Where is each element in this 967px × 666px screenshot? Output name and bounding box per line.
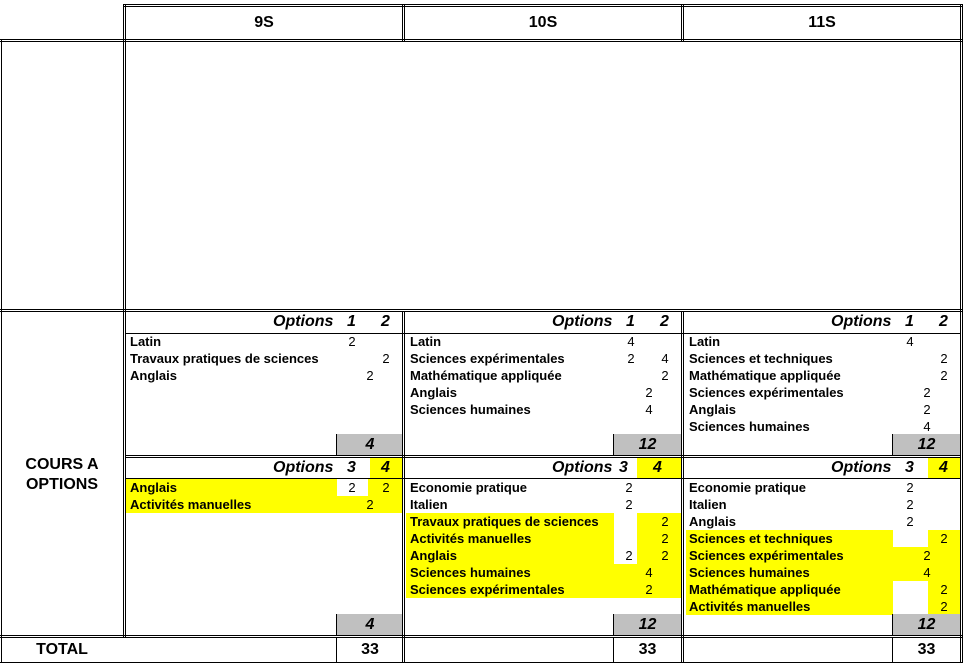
hours-10s-bottom-4-b: 2: [661, 548, 669, 563]
option-number-11s-3: 3: [905, 459, 914, 476]
hours-11s-top-0-a: 4: [906, 334, 914, 349]
subject-11s-top-0: Latin: [689, 334, 721, 349]
column-header-11s: 11S: [808, 14, 836, 31]
sum-10s-top: 12: [638, 436, 657, 453]
option-number-9s-3: 3: [347, 459, 356, 476]
subject-10s-bottom-3: Activités manuelles: [410, 531, 532, 546]
option-number-9s-2: 2: [381, 313, 390, 330]
hours-9s-bottom-0-b: 2: [382, 480, 390, 495]
hours-11s-bottom-5-b: 4: [923, 565, 931, 580]
line-col-9s-left: [123, 4, 126, 637]
subject-11s-bottom-2: Anglais: [689, 514, 736, 529]
line-total-bottom: [0, 662, 963, 663]
total-10s: 33: [638, 641, 657, 658]
subject-10s-top-4: Sciences humaines: [410, 402, 531, 417]
options-header-11s-top: Options: [831, 313, 892, 330]
hours-9s-bottom-0-a: 2: [348, 480, 356, 495]
sum-9s-bottom: 4: [365, 616, 375, 633]
subject-10s-bottom-6: Sciences expérimentales: [410, 582, 565, 597]
subject-10s-top-2: Mathématique appliquée: [410, 368, 562, 383]
total-label: TOTAL: [36, 641, 88, 658]
hours-10s-bottom-2-b: 2: [661, 514, 669, 529]
hours-10s-top-4-b: 4: [645, 402, 653, 417]
option-number-9s-1: 1: [347, 313, 356, 330]
subject-11s-bottom-1: Italien: [689, 497, 727, 512]
subject-11s-bottom-4: Sciences expérimentales: [689, 548, 844, 563]
option-number-10s-1: 1: [626, 313, 635, 330]
subject-9s-bottom-1: Activités manuelles: [130, 497, 252, 512]
options-header-10s-bottom: Options: [552, 459, 613, 476]
options-header-9s-bottom: Options: [273, 459, 334, 476]
line-block-sep-1: [125, 455, 961, 456]
side-label-cours-a-options: COURS A OPTIONS: [25, 456, 99, 493]
line-sep-11s: [681, 311, 684, 663]
hours-11s-bottom-2-a: 2: [906, 514, 914, 529]
column-header-10s: 10S: [528, 14, 558, 31]
hours-10s-bottom-6-b: 2: [645, 582, 653, 597]
hours-11s-top-3-b: 2: [923, 385, 931, 400]
highlight-10s-humaines-a: [614, 564, 637, 598]
option-number-9s-4: 4: [381, 459, 390, 476]
hours-11s-top-4-b: 2: [923, 402, 931, 417]
subject-11s-top-3: Sciences expérimentales: [689, 385, 844, 400]
subject-11s-top-1: Sciences et techniques: [689, 351, 833, 366]
subject-10s-top-1: Sciences expérimentales: [410, 351, 565, 366]
line-options-top: [0, 309, 963, 312]
sum-10s-bottom: 12: [638, 616, 657, 633]
subject-11s-top-2: Mathématique appliquée: [689, 368, 841, 383]
hours-9s-bottom-1-b: 2: [366, 497, 374, 512]
subject-10s-bottom-1: Italien: [410, 497, 448, 512]
hours-10s-bottom-3-b: 2: [661, 531, 669, 546]
option-number-11s-4: 4: [939, 459, 948, 476]
hours-10s-top-0-a: 4: [627, 334, 635, 349]
hours-10s-bottom-0-a: 2: [625, 480, 633, 495]
option-number-10s-3: 3: [619, 459, 628, 476]
subject-9s-top-0: Latin: [130, 334, 162, 349]
hours-11s-bottom-3-b: 2: [940, 531, 948, 546]
hours-9s-top-0-a: 2: [348, 334, 356, 349]
column-header-9s: 9S: [254, 14, 274, 31]
subject-10s-bottom-4: Anglais: [410, 548, 457, 563]
hours-10s-top-1-a: 2: [627, 351, 635, 366]
subject-11s-top-5: Sciences humaines: [689, 419, 810, 434]
hours-10s-bottom-4-a: 2: [625, 548, 633, 563]
subject-11s-bottom-7: Activités manuelles: [689, 599, 811, 614]
subject-10s-top-3: Anglais: [410, 385, 457, 400]
line-opt-hdr-top: [125, 333, 961, 334]
subject-11s-bottom-6: Mathématique appliquée: [689, 582, 841, 597]
options-header-10s-top: Options: [552, 313, 613, 330]
hours-11s-top-1-b: 2: [940, 351, 948, 366]
sum-9s-top: 4: [365, 436, 375, 453]
subject-11s-bottom-5: Sciences humaines: [689, 565, 810, 580]
option-number-10s-2: 2: [660, 313, 669, 330]
subject-9s-top-2: Anglais: [130, 368, 177, 383]
subject-11s-bottom-3: Sciences et techniques: [689, 531, 833, 546]
subject-10s-bottom-2: Travaux pratiques de sciences: [410, 514, 599, 529]
hours-9s-top-2-b: 2: [366, 368, 374, 383]
total-11s: 33: [917, 641, 936, 658]
option-number-11s-1: 1: [905, 313, 914, 330]
hours-10s-top-2-b: 2: [661, 368, 669, 383]
hours-11s-bottom-1-a: 2: [906, 497, 914, 512]
options-header-9s-top: Options: [273, 313, 334, 330]
subject-10s-top-0: Latin: [410, 334, 442, 349]
subject-10s-bottom-5: Sciences humaines: [410, 565, 531, 580]
subject-9s-top-1: Travaux pratiques de sciences: [130, 351, 319, 366]
subject-11s-top-4: Anglais: [689, 402, 736, 417]
line-total-top: [0, 635, 963, 638]
sum-11s-top: 12: [917, 436, 936, 453]
line-sep-10s: [402, 311, 405, 663]
hours-11s-bottom-4-b: 2: [923, 548, 931, 563]
hours-11s-top-5-b: 4: [923, 419, 931, 434]
hours-11s-bottom-0-a: 2: [906, 480, 914, 495]
hours-11s-bottom-7-b: 2: [940, 599, 948, 614]
subject-10s-bottom-0: Economie pratique: [410, 480, 528, 495]
hours-10s-bottom-5-b: 4: [645, 565, 653, 580]
sum-11s-bottom: 12: [917, 616, 936, 633]
hours-9s-top-1-b: 2: [382, 351, 390, 366]
hours-11s-bottom-6-b: 2: [940, 582, 948, 597]
hours-10s-bottom-1-a: 2: [625, 497, 633, 512]
subject-9s-bottom-0: Anglais: [130, 480, 177, 495]
total-9s: 33: [361, 641, 379, 658]
hours-10s-top-3-b: 2: [645, 385, 653, 400]
line-left-edge: [1, 39, 2, 663]
hours-11s-top-2-b: 2: [940, 368, 948, 383]
subject-11s-bottom-0: Economie pratique: [689, 480, 807, 495]
options-header-11s-bottom: Options: [831, 459, 892, 476]
hours-10s-top-1-b: 4: [661, 351, 669, 366]
option-number-10s-4: 4: [653, 459, 662, 476]
option-number-11s-2: 2: [939, 313, 948, 330]
